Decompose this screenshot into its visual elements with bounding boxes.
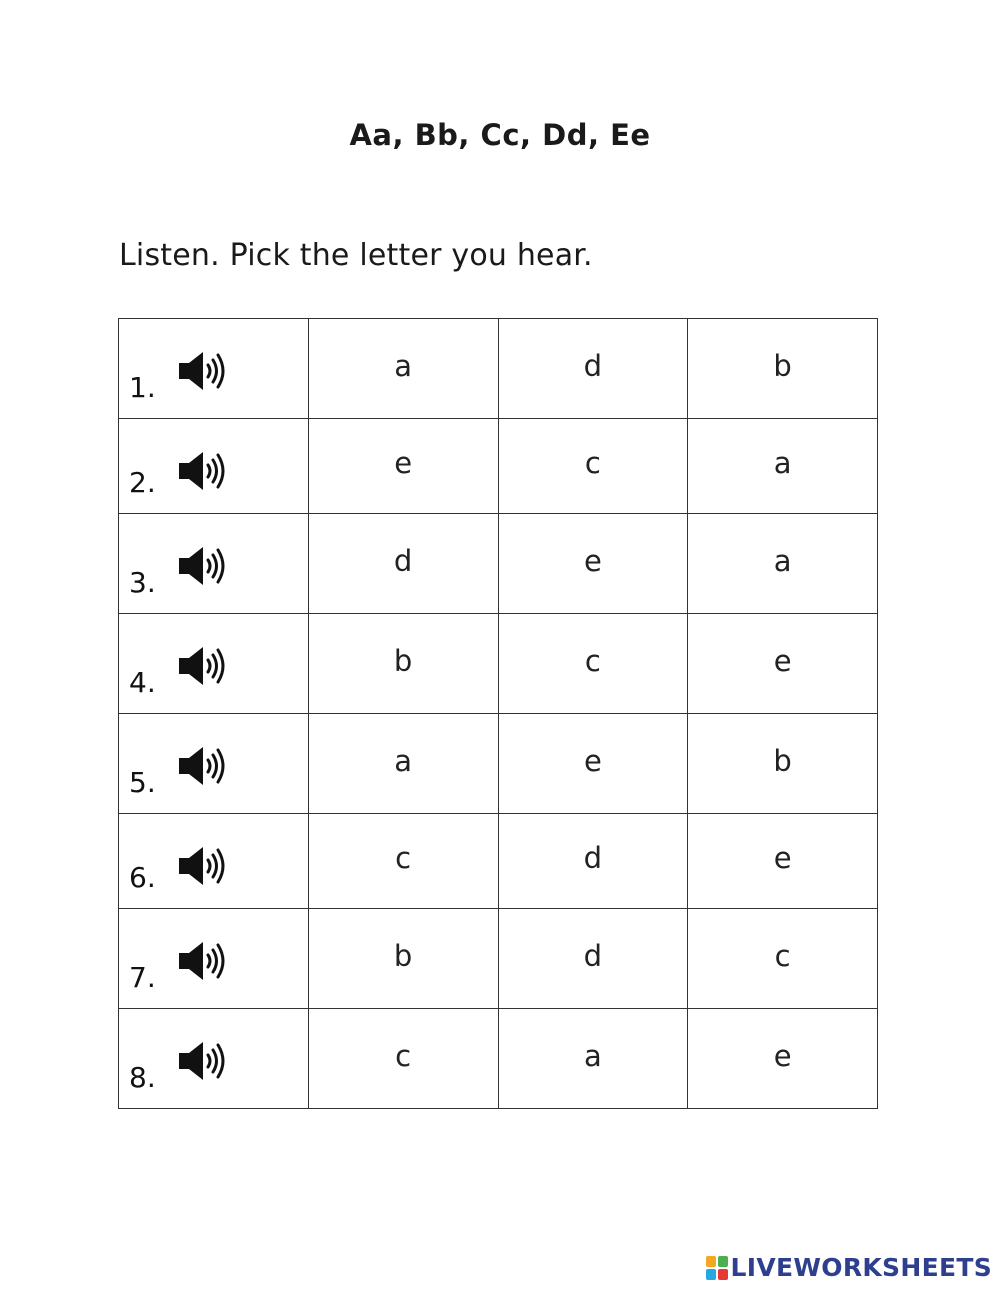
logo-blocks-icon: [706, 1256, 728, 1280]
choice-letter[interactable]: a: [583, 1038, 602, 1073]
choice-letter[interactable]: a: [773, 446, 792, 480]
choice-letter[interactable]: a: [773, 543, 792, 578]
table-row: [119, 419, 878, 514]
table-row: [119, 514, 878, 614]
choice-letter[interactable]: a: [394, 743, 413, 778]
choice-cell[interactable]: [498, 419, 688, 514]
worksheet-title: Aa, Bb, Cc, Dd, Ee: [349, 118, 651, 152]
choice-cell[interactable]: [498, 1009, 688, 1109]
question-cell: [119, 909, 309, 1009]
logo-block: [718, 1269, 728, 1280]
choice-letter[interactable]: d: [583, 938, 603, 973]
choice-letter[interactable]: c: [395, 841, 412, 875]
instruction-text: Listen. Pick the letter you hear.: [119, 238, 593, 273]
question-cell: [119, 614, 309, 714]
answer-table: [118, 318, 878, 1109]
question-cell: [119, 714, 309, 814]
table-row: [119, 714, 878, 814]
question-number: 1.: [129, 371, 156, 404]
choice-letter[interactable]: e: [773, 643, 792, 678]
choice-cell[interactable]: [498, 814, 688, 909]
question-number: 7.: [129, 961, 156, 994]
choice-letter[interactable]: c: [584, 643, 601, 678]
choice-letter[interactable]: a: [394, 348, 413, 383]
question-number: 3.: [129, 566, 156, 599]
speaker-icon[interactable]: [177, 544, 229, 588]
table-row: [119, 614, 878, 714]
speaker-icon[interactable]: [177, 1039, 229, 1083]
table-row: [119, 319, 878, 419]
table-row: [119, 909, 878, 1009]
choice-letter[interactable]: d: [583, 841, 603, 875]
choice-letter[interactable]: c: [395, 1038, 412, 1073]
choice-cell[interactable]: [688, 319, 878, 419]
question-cell: [119, 514, 309, 614]
logo-text: LIVEWORKSHEETS: [730, 1253, 992, 1282]
question-cell: [119, 419, 309, 514]
choice-cell[interactable]: [688, 714, 878, 814]
speaker-icon[interactable]: [177, 644, 229, 688]
choice-cell[interactable]: [498, 909, 688, 1009]
question-cell: [119, 1009, 309, 1109]
choice-letter[interactable]: d: [393, 543, 413, 578]
choice-cell[interactable]: [308, 319, 498, 419]
choice-letter[interactable]: e: [583, 543, 602, 578]
question-cell: [119, 814, 309, 909]
choice-cell[interactable]: [308, 714, 498, 814]
table-row: [119, 1009, 878, 1109]
question-number: 8.: [129, 1061, 156, 1094]
choice-cell[interactable]: [688, 514, 878, 614]
choice-cell[interactable]: [308, 514, 498, 614]
question-number: 4.: [129, 666, 156, 699]
choice-cell[interactable]: [308, 909, 498, 1009]
choice-letter[interactable]: b: [393, 643, 413, 678]
speaker-icon[interactable]: [177, 744, 229, 788]
choice-cell[interactable]: [688, 614, 878, 714]
choice-letter[interactable]: c: [774, 938, 791, 973]
question-number: 2.: [129, 466, 156, 499]
question-number: 5.: [129, 766, 156, 799]
choice-letter[interactable]: e: [583, 743, 602, 778]
speaker-icon[interactable]: [177, 349, 229, 393]
choice-cell[interactable]: [308, 1009, 498, 1109]
choice-cell[interactable]: [498, 714, 688, 814]
choice-letter[interactable]: e: [394, 446, 413, 480]
choice-cell[interactable]: [498, 319, 688, 419]
choice-cell[interactable]: [688, 1009, 878, 1109]
liveworksheets-logo: [706, 1253, 992, 1282]
logo-block: [718, 1256, 728, 1267]
speaker-icon[interactable]: [177, 844, 229, 888]
choice-letter[interactable]: e: [773, 1038, 792, 1073]
choice-cell[interactable]: [308, 614, 498, 714]
choice-cell[interactable]: [688, 909, 878, 1009]
question-cell: [119, 319, 309, 419]
logo-block: [706, 1269, 716, 1280]
choice-cell[interactable]: [308, 419, 498, 514]
choice-cell[interactable]: [498, 514, 688, 614]
choice-letter[interactable]: e: [773, 841, 792, 875]
choice-letter[interactable]: d: [583, 348, 603, 383]
question-number: 6.: [129, 861, 156, 894]
choice-letter[interactable]: b: [773, 743, 792, 778]
choice-letter[interactable]: c: [584, 446, 601, 480]
choice-cell[interactable]: [498, 614, 688, 714]
choice-cell[interactable]: [688, 814, 878, 909]
logo-block: [706, 1256, 716, 1267]
choice-letter[interactable]: b: [773, 348, 792, 383]
choice-cell[interactable]: [308, 814, 498, 909]
choice-letter[interactable]: b: [393, 938, 413, 973]
speaker-icon[interactable]: [177, 939, 229, 983]
choice-cell[interactable]: [688, 419, 878, 514]
speaker-icon[interactable]: [177, 449, 229, 493]
table-row: [119, 814, 878, 909]
